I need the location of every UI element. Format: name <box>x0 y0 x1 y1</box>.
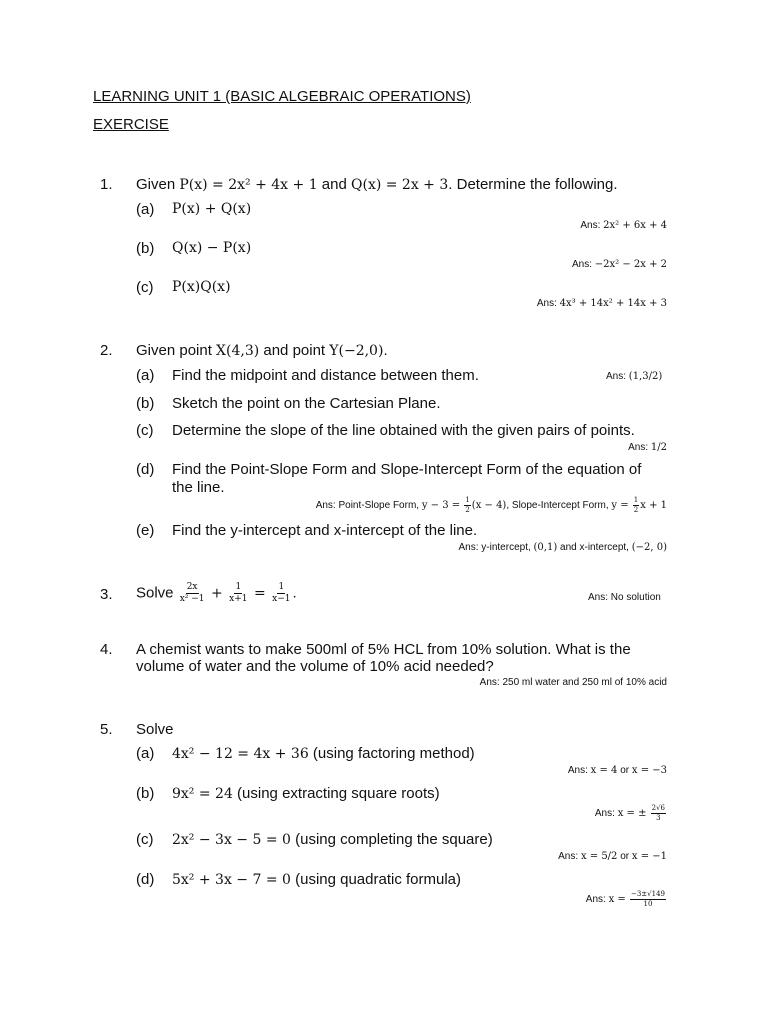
q3-f1-num: 2x <box>186 582 198 592</box>
q5-number: 5. <box>100 721 113 738</box>
q2e-ans-x: (−2, 0) <box>631 542 667 553</box>
q2e-ans-b: and x-intercept, <box>557 542 632 553</box>
q1-statement <box>136 176 618 193</box>
q4-line2: volume of water and the volume of 10% acid needed? <box>136 658 494 675</box>
q4-number: 4. <box>100 641 113 658</box>
q3-plus: + <box>206 585 228 602</box>
q2-point-y: Y(−2,0) <box>329 343 384 359</box>
q3-answer: Ans: No solution <box>588 592 661 603</box>
q2a-ans-prefix: Ans: <box>606 371 629 382</box>
q5a-label: (a) <box>136 745 155 762</box>
q5c-ans-value2: x = −1 <box>631 851 667 862</box>
q2d-ps-frac-num: 1 <box>465 496 470 504</box>
q5b-answer <box>595 805 667 822</box>
q5a-method: (using factoring method) <box>308 745 475 762</box>
q5b-frac-num: 2√6 <box>651 804 665 812</box>
q2e-ans-y: (0,1) <box>533 542 558 553</box>
q1c-ans-value: 4x³ + 14x² + 14x + 3 <box>559 298 667 309</box>
q2a-label: (a) <box>136 367 155 384</box>
q3-text: Solve <box>136 584 178 602</box>
q4-line1: A chemist wants to make 500ml of 5% HCL from 10% solution. What is the <box>136 641 631 658</box>
q3-number: 3. <box>100 586 113 603</box>
q1-text-b: . Determine the following. <box>448 176 618 193</box>
q5c-label: (c) <box>136 831 154 848</box>
q5d-expr: 5x² + 3x − 7 = 0 <box>172 872 291 888</box>
q2a-ans-value: (1,3/2) <box>628 371 663 382</box>
q1b-answer <box>572 259 667 270</box>
q2d-si-frac-num: 1 <box>633 496 639 504</box>
q1-p-expr: P(x) = 2x² + 4x + 1 <box>179 177 318 193</box>
q1c-ans-prefix: Ans: <box>536 298 560 309</box>
q2d-ans-ps2: (x − 4) <box>471 500 507 512</box>
q2c-label: (c) <box>136 422 154 439</box>
q2c-ans-prefix: Ans: <box>628 442 651 453</box>
q2d-ps-fraction <box>464 497 470 514</box>
q5c-ans-value: x = 5/2 <box>580 851 618 862</box>
q5d-ans-prefix: Ans: <box>585 894 609 906</box>
q5b-label: (b) <box>136 785 155 802</box>
q2c-text: Determine the slope of the line obtained with the given pairs of points. <box>172 422 635 439</box>
q3-f1-den: x² −1 <box>179 594 205 604</box>
q2d-si-frac-den: 2 <box>633 506 639 514</box>
q5a-ans-value2: x = −3 <box>631 765 667 776</box>
q2d-ans-ps: y − 3 = <box>421 500 464 512</box>
q5d-frac-num: −3±√149 <box>630 890 665 898</box>
q2d-ans-b: , Slope-Intercept Form, <box>506 500 612 512</box>
q5b-ans-value: x = ± <box>617 808 650 820</box>
q5b-expr: 9x² = 24 <box>172 786 233 802</box>
q1a-expr: P(x) + Q(x) <box>172 201 252 217</box>
q5a-expr: 4x² − 12 = 4x + 36 <box>172 746 309 762</box>
q3-f3-num: 1 <box>278 582 285 592</box>
q5d-ans-fraction <box>630 891 666 908</box>
q3-f2-num: 1 <box>235 582 242 592</box>
q2d-answer <box>316 497 667 514</box>
q2d-label: (d) <box>136 461 155 478</box>
q2a-text: Find the midpoint and distance between them. <box>172 367 479 384</box>
q5d-label: (d) <box>136 871 155 888</box>
q2d-ans-si: y = <box>611 500 632 512</box>
q5d-frac-den: 10 <box>643 900 653 908</box>
q2c-answer <box>628 442 667 453</box>
q2c-ans-value: 1/2 <box>650 442 667 453</box>
q3-fraction-2 <box>228 583 248 604</box>
q3-statement <box>136 583 297 604</box>
q3-f2-den: x+1 <box>229 594 248 604</box>
q1-q-expr: Q(x) = 2x + 3 <box>351 177 449 193</box>
q5a-ans-prefix: Ans: <box>567 765 591 776</box>
q2b-label: (b) <box>136 395 155 412</box>
q3-fraction-1 <box>179 583 206 604</box>
q1c-label: (c) <box>136 279 154 296</box>
q3-fraction-3 <box>271 583 291 604</box>
q1-and: and <box>317 176 351 193</box>
q5c-ans-prefix: Ans: <box>558 851 581 862</box>
q1a-answer <box>580 220 667 231</box>
q1b-ans-value: −2x² − 2x + 2 <box>594 259 667 270</box>
q2d-ans-si2: x + 1 <box>640 500 667 512</box>
q5c-expr: 2x² − 3x − 5 = 0 <box>172 832 291 848</box>
q5b-frac-den: 3 <box>656 814 661 822</box>
q1b-label: (b) <box>136 240 155 257</box>
q5a-ans-or: or <box>617 765 632 776</box>
q4-answer: Ans: 250 ml water and 250 ml of 10% acid <box>479 677 667 688</box>
q3-f3-den: x−1 <box>272 594 291 604</box>
q5d-ans-value: x = <box>608 894 629 906</box>
q2d-ans-a: Ans: Point-Slope Form, <box>315 500 422 512</box>
q2e-text: Find the y-intercept and x-intercept of the line. <box>172 522 478 539</box>
q2b-text: Sketch the point on the Cartesian Plane. <box>172 395 441 412</box>
q1a-ans-prefix: Ans: <box>580 220 604 231</box>
q3-equals: = <box>249 585 271 602</box>
q5b-statement <box>172 785 440 802</box>
q2e-answer <box>459 542 668 553</box>
q5d-answer <box>586 891 667 908</box>
q2e-ans-a: Ans: y-intercept, <box>458 542 534 553</box>
q2d-text: Find the Point-Slope Form and Slope-Intercept Form of the equation of <box>172 461 642 478</box>
q1-number: 1. <box>100 176 113 193</box>
q5a-answer <box>568 765 667 776</box>
q5b-method: (using extracting square roots) <box>232 785 440 802</box>
q1a-ans-value: 2x² + 6x + 4 <box>603 220 667 231</box>
q2-end: . <box>383 342 388 359</box>
q2e-label: (e) <box>136 522 155 539</box>
q5d-statement <box>172 871 461 888</box>
q2d-si-fraction <box>633 497 639 514</box>
q3-end: . <box>292 584 297 602</box>
q1-text-a: Given <box>136 176 180 193</box>
q5a-ans-value: x = 4 <box>590 765 618 776</box>
q1b-ans-prefix: Ans: <box>571 259 595 270</box>
q5c-ans-or: or <box>617 851 632 862</box>
q2a-answer <box>606 371 662 382</box>
q5b-ans-prefix: Ans: <box>594 808 618 820</box>
q5a-statement <box>172 745 475 762</box>
q2d-text-line2: the line. <box>172 479 225 496</box>
page-title: LEARNING UNIT 1 (BASIC ALGEBRAIC OPERATIONS) <box>93 88 471 105</box>
q5d-method: (using quadratic formula) <box>290 871 462 888</box>
q5c-answer <box>558 851 667 862</box>
q2-number: 2. <box>100 342 113 359</box>
q1b-expr: Q(x) − P(x) <box>172 240 252 256</box>
q2-statement <box>136 342 388 359</box>
q5-text: Solve <box>136 721 174 738</box>
q1a-label: (a) <box>136 201 155 218</box>
q5c-method: (using completing the square) <box>290 831 493 848</box>
q2d-ps-frac-den: 2 <box>465 506 470 514</box>
page-subtitle: EXERCISE <box>93 116 169 133</box>
q1c-expr: P(x)Q(x) <box>172 279 231 295</box>
q2-and: and point <box>259 342 330 359</box>
q5c-statement <box>172 831 493 848</box>
q2-text-a: Given point <box>136 342 217 359</box>
q1c-answer <box>537 298 667 309</box>
q5b-ans-fraction <box>651 805 666 822</box>
q2-point-x: X(4,3) <box>216 343 260 359</box>
